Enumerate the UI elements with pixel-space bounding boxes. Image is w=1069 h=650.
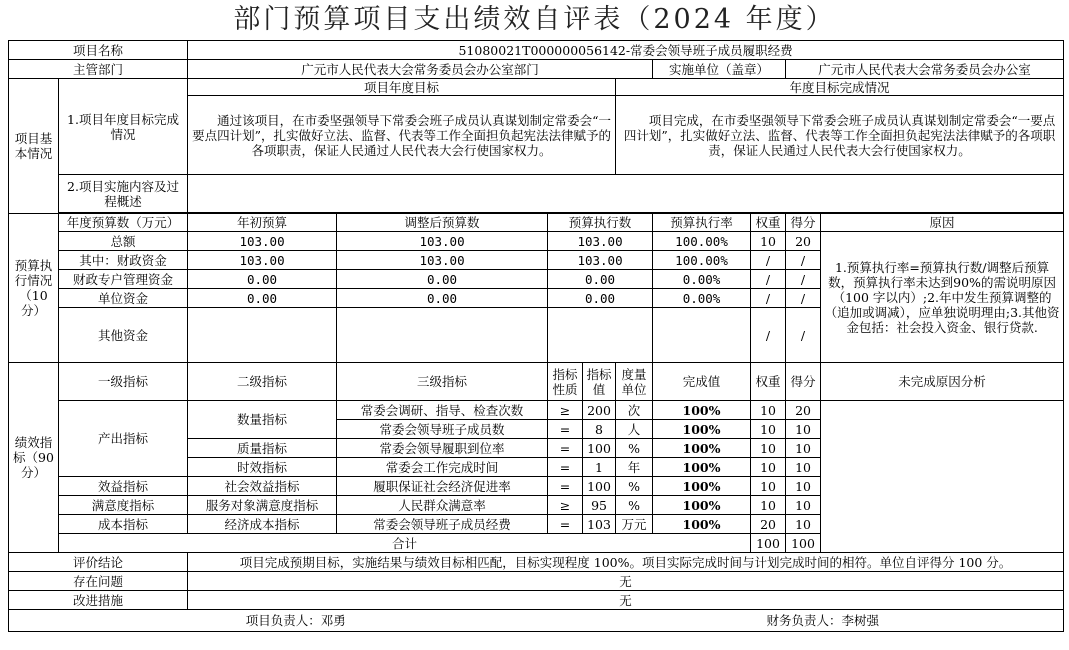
budget-row-name: 总额	[59, 232, 188, 251]
perf-section-label: 绩效指标（90分）	[9, 363, 59, 553]
budget-initial: 103.00	[188, 251, 337, 270]
nature-cell: ≥	[548, 401, 583, 420]
unit-cell: 次	[616, 401, 653, 420]
project-name-label: 项目名称	[9, 41, 188, 60]
score-cell: 10	[786, 439, 821, 458]
lvl3-cell: 常委会调研、指导、检查次数	[337, 401, 548, 420]
perf-header-value: 指标值	[583, 363, 616, 401]
lvl1-output: 产出指标	[59, 401, 188, 477]
done-cell: 100%	[653, 420, 751, 439]
goal-text	[188, 96, 616, 175]
weight-cell: 10	[751, 496, 786, 515]
budget-section-label: 预算执行情况（10分）	[9, 214, 59, 363]
value-cell: 1	[583, 458, 616, 477]
weight-cell: 10	[751, 458, 786, 477]
perf-header-lvl3: 三级指标	[337, 363, 548, 401]
nature-cell: ≥	[548, 496, 583, 515]
budget-executed: 0.00	[548, 289, 653, 308]
lvl2-service-satisfaction: 服务对象满意度指标	[188, 496, 337, 515]
score-cell: 10	[786, 420, 821, 439]
lvl1-benefit: 效益指标	[59, 477, 188, 496]
project-leader: 项目负责人：邓勇	[9, 610, 583, 632]
budget-adjusted: 103.00	[337, 251, 548, 270]
budget-header-adjusted: 调整后预算数	[337, 214, 548, 232]
budget-score: /	[786, 308, 821, 363]
done-text	[616, 96, 1064, 175]
budget-score: 20	[786, 232, 821, 251]
conclusion-label: 评价结论	[9, 553, 188, 572]
done-header: 年度目标完成情况	[616, 79, 1064, 96]
unit-value: 广元市人民代表大会常务委员会办公室	[786, 60, 1064, 79]
value-cell: 103	[583, 515, 616, 534]
problem-text: 无	[188, 572, 1064, 591]
score-cell: 10	[786, 496, 821, 515]
unit-cell: %	[616, 439, 653, 458]
budget-rate: 100.00%	[653, 251, 751, 270]
budget-adjusted: 103.00	[337, 232, 548, 251]
budget-executed: 103.00	[548, 232, 653, 251]
weight-cell: 10	[751, 477, 786, 496]
nature-cell: =	[548, 439, 583, 458]
goal-text-content: 通过该项目，在市委坚强领导下常委会班子成员认真谋划制定常委会“一要点四计划”，扎实做好立法、监督、代表等工作全面担负起宪法法律赋予的各项职责，保证人民通过人民代表大会行使国家权力。	[192, 112, 611, 158]
perf-header-nature: 指标性质	[548, 363, 583, 401]
lvl2-social-benefit: 社会效益指标	[188, 477, 337, 496]
budget-weight: /	[751, 289, 786, 308]
perf-header-lvl1: 一级指标	[59, 363, 188, 401]
value-cell: 200	[583, 401, 616, 420]
budget-weight: 10	[751, 232, 786, 251]
lvl2-quality: 质量指标	[188, 439, 337, 458]
budget-initial: 103.00	[188, 232, 337, 251]
budget-row	[9, 232, 1064, 251]
budget-header-initial: 年初预算	[188, 214, 337, 232]
budget-weight: /	[751, 308, 786, 363]
perf-header-analysis: 未完成原因分析	[821, 363, 1064, 401]
perf-header-score: 得分	[786, 363, 821, 401]
budget-rate	[653, 308, 751, 363]
total-score: 100	[786, 534, 821, 553]
perf-header-lvl2: 二级指标	[188, 363, 337, 401]
nature-cell: =	[548, 458, 583, 477]
dept-label: 主管部门	[9, 60, 188, 79]
measure-text: 无	[188, 591, 1064, 610]
measure-label: 改进措施	[9, 591, 188, 610]
done-cell: 100%	[653, 401, 751, 420]
lvl1-cost: 成本指标	[59, 515, 188, 534]
done-cell: 100%	[653, 439, 751, 458]
unit-cell: %	[616, 496, 653, 515]
total-label: 合计	[59, 534, 751, 553]
budget-weight: /	[751, 251, 786, 270]
goal-completion-label: 1.项目年度目标完成情况	[59, 79, 188, 175]
lvl3-cell: 常委会工作完成时间	[337, 458, 548, 477]
budget-row-name: 其中：财政资金	[59, 251, 188, 270]
weight-cell: 10	[751, 439, 786, 458]
budget-row-name: 财政专户管理资金	[59, 270, 188, 289]
budget-adjusted: 0.00	[337, 289, 548, 308]
lvl2-timeliness: 时效指标	[188, 458, 337, 477]
done-cell: 100%	[653, 515, 751, 534]
nature-cell: =	[548, 515, 583, 534]
page-title: 部门预算项目支出绩效自评表（2024 年度）	[233, 4, 836, 35]
unit-cell: 年	[616, 458, 653, 477]
value-cell: 100	[583, 439, 616, 458]
basic-section-label: 项目基本情况	[9, 79, 59, 214]
value-cell: 8	[583, 420, 616, 439]
budget-reason: 1.预算执行率=预算执行数/调整后预算数，预算执行率未达到90%的需说明原因（100 字以内）;2.年中发生预算调整的（追加或调减），应单独说明理由;3.其他资金包括：社会投入资金、银行贷款.	[821, 232, 1064, 363]
budget-rate: 100.00%	[653, 232, 751, 251]
unit-cell: 万元	[616, 515, 653, 534]
goal-header: 项目年度目标	[188, 79, 616, 96]
done-cell: 100%	[653, 458, 751, 477]
budget-header-weight: 权重	[751, 214, 786, 232]
done-cell: 100%	[653, 477, 751, 496]
done-cell: 100%	[653, 496, 751, 515]
budget-rate: 0.00%	[653, 289, 751, 308]
weight-cell: 10	[751, 420, 786, 439]
budget-executed	[548, 308, 653, 363]
conclusion-text: 项目完成预期目标，实施结果与绩效目标相匹配，目标实现程度 100%。项目实际完成时间与计划完成时间的相符。单位自评得分 100 分。	[188, 553, 1064, 572]
score-cell: 10	[786, 458, 821, 477]
analysis-cell	[821, 401, 1064, 553]
unit-cell: 人	[616, 420, 653, 439]
done-text-content: 项目完成，在市委坚强领导下常委会班子成员认真谋划制定常委会“一要点四计划”，扎实做好立法、监督、代表等工作全面担负起宪法法律赋予的各项职责，保证人民通过人民代表大会行使国家权力。	[623, 112, 1056, 158]
nature-cell: =	[548, 420, 583, 439]
perf-header-done: 完成值	[653, 363, 751, 401]
budget-initial	[188, 308, 337, 363]
budget-score: /	[786, 289, 821, 308]
score-cell: 20	[786, 401, 821, 420]
value-cell: 95	[583, 496, 616, 515]
budget-score: /	[786, 270, 821, 289]
budget-executed: 103.00	[548, 251, 653, 270]
evaluation-table	[8, 40, 1064, 632]
lvl3-cell: 常委会领导班子成员经费	[337, 515, 548, 534]
unit-label: 实施单位（盖章）	[653, 60, 786, 79]
budget-header-executed: 预算执行数	[548, 214, 653, 232]
budget-header-year: 年度预算数（万元）	[59, 214, 188, 232]
lvl2-economic-cost: 经济成本指标	[188, 515, 337, 534]
process-label: 2.项目实施内容及过程概述	[59, 175, 188, 213]
finance-leader: 财务负责人：李树强	[583, 610, 1064, 632]
problem-label: 存在问题	[9, 572, 188, 591]
budget-row-name: 其他资金	[59, 308, 188, 363]
lvl3-cell: 履职保证社会经济促进率	[337, 477, 548, 496]
budget-weight: /	[751, 270, 786, 289]
unit-cell: %	[616, 477, 653, 496]
weight-cell: 10	[751, 401, 786, 420]
score-cell: 10	[786, 515, 821, 534]
budget-row-name: 单位资金	[59, 289, 188, 308]
budget-header-score: 得分	[786, 214, 821, 232]
process-text	[188, 175, 1064, 213]
total-weight: 100	[751, 534, 786, 553]
lvl3-cell: 人民群众满意率	[337, 496, 548, 515]
budget-rate: 0.00%	[653, 270, 751, 289]
budget-header-rate: 预算执行率	[653, 214, 751, 232]
lvl1-satisfaction: 满意度指标	[59, 496, 188, 515]
budget-adjusted: 0.00	[337, 270, 548, 289]
lvl2-quantity: 数量指标	[188, 401, 337, 439]
perf-header-unit: 度量单位	[616, 363, 653, 401]
project-name-value: 51080021T000000056142-常委会领导班子成员履职经费	[188, 41, 1064, 60]
budget-executed: 0.00	[548, 270, 653, 289]
budget-adjusted	[337, 308, 548, 363]
budget-header-reason: 原因	[821, 214, 1064, 232]
score-cell: 10	[786, 477, 821, 496]
dept-value: 广元市人民代表大会常务委员会办公室部门	[188, 60, 653, 79]
budget-score: /	[786, 251, 821, 270]
lvl3-cell: 常委会领导履职到位率	[337, 439, 548, 458]
perf-row	[9, 401, 1064, 420]
weight-cell: 20	[751, 515, 786, 534]
lvl3-cell: 常委会领导班子成员数	[337, 420, 548, 439]
value-cell: 100	[583, 477, 616, 496]
perf-header-weight: 权重	[751, 363, 786, 401]
budget-initial: 0.00	[188, 270, 337, 289]
nature-cell: =	[548, 477, 583, 496]
budget-initial: 0.00	[188, 289, 337, 308]
